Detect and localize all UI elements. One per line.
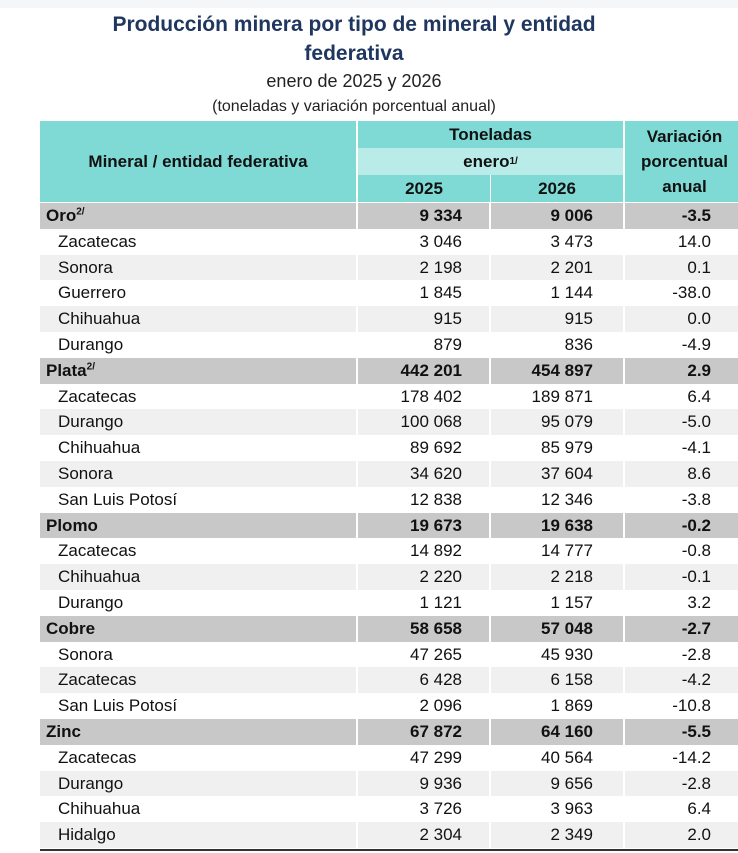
entity-name: Guerrero (58, 283, 127, 303)
table-row (40, 255, 738, 281)
variation: -3.8 (681, 489, 711, 509)
column-divider (623, 667, 625, 693)
column-divider (623, 435, 625, 461)
column-divider (489, 616, 491, 642)
value-2025: 2 304 (419, 825, 462, 845)
column-divider (623, 616, 625, 642)
entity-name: Zacatecas (58, 231, 137, 251)
column-divider (489, 384, 491, 410)
column-divider (489, 719, 491, 745)
column-divider (623, 513, 625, 539)
header-toneladas: Toneladas (358, 121, 623, 148)
value-2026: 85 979 (541, 438, 593, 458)
value-2026: 3 473 (550, 231, 593, 251)
column-divider (623, 590, 625, 616)
table-row (40, 435, 738, 461)
group-value-2025: 9 334 (419, 206, 462, 225)
entity-name: Durango (58, 334, 124, 354)
value-2025: 12 838 (410, 489, 462, 509)
value-2026: 189 871 (531, 386, 593, 406)
header-year-2026: 2026 (491, 175, 623, 202)
column-divider (356, 332, 358, 358)
value-2026: 14 777 (541, 541, 593, 561)
column-divider (489, 332, 491, 358)
column-divider (489, 564, 491, 590)
table-title (0, 10, 708, 68)
header-enero: enero 1/ (358, 148, 623, 175)
column-divider (356, 796, 358, 822)
group-row-zinc (40, 719, 738, 745)
variation: 8.6 (687, 463, 711, 483)
group-name-text: Zinc (46, 721, 81, 741)
entity-name: Sonora (58, 463, 113, 483)
header-var-line-2: porcentual (641, 152, 728, 171)
column-divider (356, 255, 358, 281)
column-divider (356, 745, 358, 771)
entity-name: Durango (58, 412, 124, 432)
variation: -0.8 (681, 541, 711, 561)
entity-name: Chihuahua (58, 309, 141, 329)
column-divider (356, 229, 358, 255)
group-name (46, 203, 85, 229)
column-divider (356, 306, 358, 332)
column-divider (356, 719, 358, 745)
table-row (40, 280, 738, 306)
value-2025: 1 845 (419, 283, 462, 303)
variation: -5.0 (681, 412, 711, 432)
entity-name: Durango (58, 773, 124, 793)
group-name-text: Plomo (46, 515, 98, 535)
column-divider (623, 771, 625, 797)
table-row (40, 693, 738, 719)
value-2025: 6 428 (419, 670, 462, 690)
column-divider (489, 642, 491, 668)
group-value-2025: 58 658 (410, 618, 462, 638)
value-2026: 40 564 (541, 747, 593, 767)
group-name (46, 616, 95, 642)
column-divider (356, 513, 358, 539)
table-row (40, 461, 738, 487)
table-bottom-rule (40, 849, 738, 851)
column-divider (489, 203, 491, 229)
column-divider (623, 796, 625, 822)
group-value-2026: 454 897 (531, 360, 593, 380)
column-divider (356, 822, 358, 848)
group-row-oro (40, 203, 738, 229)
entity-name: Zacatecas (58, 747, 137, 767)
value-2025: 2 096 (419, 696, 462, 716)
variation: 0.0 (687, 309, 711, 329)
entity-name: Zacatecas (58, 670, 137, 690)
value-2025: 1 121 (419, 592, 462, 612)
group-variation: -5.5 (681, 721, 711, 741)
column-divider (356, 203, 358, 229)
variation: -4.1 (681, 438, 711, 458)
column-divider (489, 435, 491, 461)
column-divider (623, 384, 625, 410)
entity-name: Chihuahua (58, 799, 141, 819)
column-divider (356, 280, 358, 306)
group-value-2026: 64 160 (541, 721, 593, 741)
group-note: 2/ (86, 361, 95, 373)
column-divider (489, 306, 491, 332)
column-divider (623, 564, 625, 590)
column-divider (356, 590, 358, 616)
value-2026: 3 963 (550, 799, 593, 819)
column-divider (489, 255, 491, 281)
column-divider (356, 538, 358, 564)
title-line-1: Producción minera por tipo de mineral y entidad (112, 13, 596, 36)
table-row (40, 384, 738, 410)
variation: -14.2 (672, 747, 711, 767)
header-year-2025: 2025 (358, 175, 490, 202)
column-divider (356, 487, 358, 513)
title-line-2: federativa (304, 42, 404, 65)
column-divider (623, 306, 625, 332)
value-2025: 9 936 (419, 773, 462, 793)
column-divider (623, 332, 625, 358)
table-body (40, 203, 738, 848)
column-divider (623, 229, 625, 255)
group-value-2025: 442 201 (400, 360, 462, 380)
table-row (40, 796, 738, 822)
value-2025: 3 046 (419, 231, 462, 251)
column-divider (623, 745, 625, 771)
group-name-text: Cobre (46, 618, 96, 638)
header-mineral: Mineral / entidad federativa (40, 121, 356, 202)
variation: -2.8 (681, 773, 711, 793)
entity-name: Durango (58, 592, 124, 612)
variation: -4.9 (681, 334, 711, 354)
value-2026: 1 157 (550, 592, 593, 612)
value-2025: 89 692 (410, 438, 462, 458)
column-divider (489, 409, 491, 435)
group-name (46, 358, 95, 384)
column-divider (356, 358, 358, 384)
column-divider (356, 616, 358, 642)
value-2025: 34 620 (410, 463, 462, 483)
value-2026: 37 604 (541, 463, 593, 483)
variation: 0.1 (687, 257, 711, 277)
variation: -0.1 (681, 567, 711, 587)
top-strip (0, 0, 738, 8)
column-divider (356, 771, 358, 797)
variation: 6.4 (687, 799, 711, 819)
column-divider (489, 771, 491, 797)
entity-name: San Luis Potosí (58, 489, 178, 509)
value-2025: 3 726 (419, 799, 462, 819)
entity-name: San Luis Potosí (58, 696, 178, 716)
group-row-plata (40, 358, 738, 384)
table-row (40, 771, 738, 797)
entity-name: Sonora (58, 257, 113, 277)
table-row (40, 409, 738, 435)
column-divider (356, 409, 358, 435)
value-2025: 178 402 (400, 386, 462, 406)
group-note: 2/ (76, 206, 85, 218)
column-divider (623, 409, 625, 435)
value-2026: 1 144 (550, 283, 593, 303)
table-row (40, 538, 738, 564)
column-divider (489, 229, 491, 255)
table-header (40, 121, 738, 202)
group-row-cobre (40, 616, 738, 642)
header-variacion (625, 121, 738, 202)
column-divider (623, 358, 625, 384)
entity-name: Hidalgo (58, 825, 116, 845)
column-divider (489, 358, 491, 384)
column-divider (489, 822, 491, 848)
value-2025: 2 198 (419, 257, 462, 277)
value-2026: 2 218 (550, 567, 593, 587)
group-value-2026: 57 048 (541, 618, 593, 638)
header-enero-label: enero (463, 151, 510, 171)
variation: -4.2 (681, 670, 711, 690)
column-divider (489, 590, 491, 616)
column-divider (356, 384, 358, 410)
entity-name: Zacatecas (58, 541, 137, 561)
column-divider (623, 255, 625, 281)
column-divider (623, 203, 625, 229)
group-name (46, 719, 81, 745)
column-divider (623, 461, 625, 487)
variation: -38.0 (672, 283, 711, 303)
entity-name: Chihuahua (58, 567, 141, 587)
entity-name: Chihuahua (58, 438, 141, 458)
variation: 14.0 (677, 231, 711, 251)
column-divider (356, 667, 358, 693)
group-variation: -2.7 (681, 618, 711, 638)
value-2025: 2 220 (419, 567, 462, 587)
entity-name: Zacatecas (58, 386, 137, 406)
column-divider (356, 461, 358, 487)
table-row (40, 822, 738, 848)
column-divider (623, 538, 625, 564)
value-2025: 879 (433, 334, 462, 354)
variation: 3.2 (687, 592, 711, 612)
column-divider (489, 693, 491, 719)
value-2025: 14 892 (410, 541, 462, 561)
group-name (46, 513, 98, 539)
table-row (40, 642, 738, 668)
table-row (40, 667, 738, 693)
value-2026: 9 656 (550, 773, 593, 793)
column-divider (356, 642, 358, 668)
value-2026: 12 346 (541, 489, 593, 509)
column-divider (356, 693, 358, 719)
value-2026: 45 930 (541, 644, 593, 664)
group-value-2026: 19 638 (541, 515, 593, 535)
column-divider (623, 487, 625, 513)
column-divider (489, 280, 491, 306)
group-name-text: Oro (46, 206, 77, 225)
value-2026: 915 (564, 309, 593, 329)
value-2026: 1 869 (550, 696, 593, 716)
table-row (40, 590, 738, 616)
table-units: (toneladas y variación porcentual anual) (212, 98, 496, 115)
group-variation: -0.2 (681, 515, 711, 535)
variation: -2.8 (681, 644, 711, 664)
column-divider (623, 642, 625, 668)
value-2026: 2 201 (550, 257, 593, 277)
group-variation: -3.5 (681, 206, 711, 225)
column-divider (623, 822, 625, 848)
column-divider (356, 435, 358, 461)
variation: 6.4 (687, 386, 711, 406)
column-divider (489, 745, 491, 771)
group-variation: 2.9 (687, 360, 711, 380)
column-divider (623, 719, 625, 745)
group-value-2025: 67 872 (410, 721, 462, 741)
table-subtitle: enero de 2025 y 2026 (266, 71, 442, 91)
value-2025: 100 068 (400, 412, 462, 432)
column-divider (623, 693, 625, 719)
table-row (40, 745, 738, 771)
value-2026: 836 (564, 334, 593, 354)
variation: -10.8 (672, 696, 711, 716)
variation: 2.0 (687, 825, 711, 845)
header-var-line-3: anual (662, 177, 707, 196)
column-divider (489, 667, 491, 693)
table-row (40, 332, 738, 358)
table-row (40, 229, 738, 255)
table-row (40, 306, 738, 332)
column-divider (623, 280, 625, 306)
column-divider (356, 564, 358, 590)
column-divider (489, 461, 491, 487)
value-2025: 47 265 (410, 644, 462, 664)
header-var-line-1: Variación (646, 127, 723, 146)
group-value-2025: 19 673 (410, 515, 462, 535)
value-2026: 2 349 (550, 825, 593, 845)
table-row (40, 564, 738, 590)
column-divider (489, 796, 491, 822)
group-name-text: Plata (46, 360, 87, 380)
entity-name: Sonora (58, 644, 113, 664)
group-row-plomo (40, 513, 738, 539)
group-value-2026: 9 006 (550, 206, 593, 225)
column-divider (489, 487, 491, 513)
value-2025: 47 299 (410, 747, 462, 767)
column-divider (489, 538, 491, 564)
column-divider (489, 513, 491, 539)
value-2026: 6 158 (550, 670, 593, 690)
value-2026: 95 079 (541, 412, 593, 432)
value-2025: 915 (433, 309, 462, 329)
table-row (40, 487, 738, 513)
